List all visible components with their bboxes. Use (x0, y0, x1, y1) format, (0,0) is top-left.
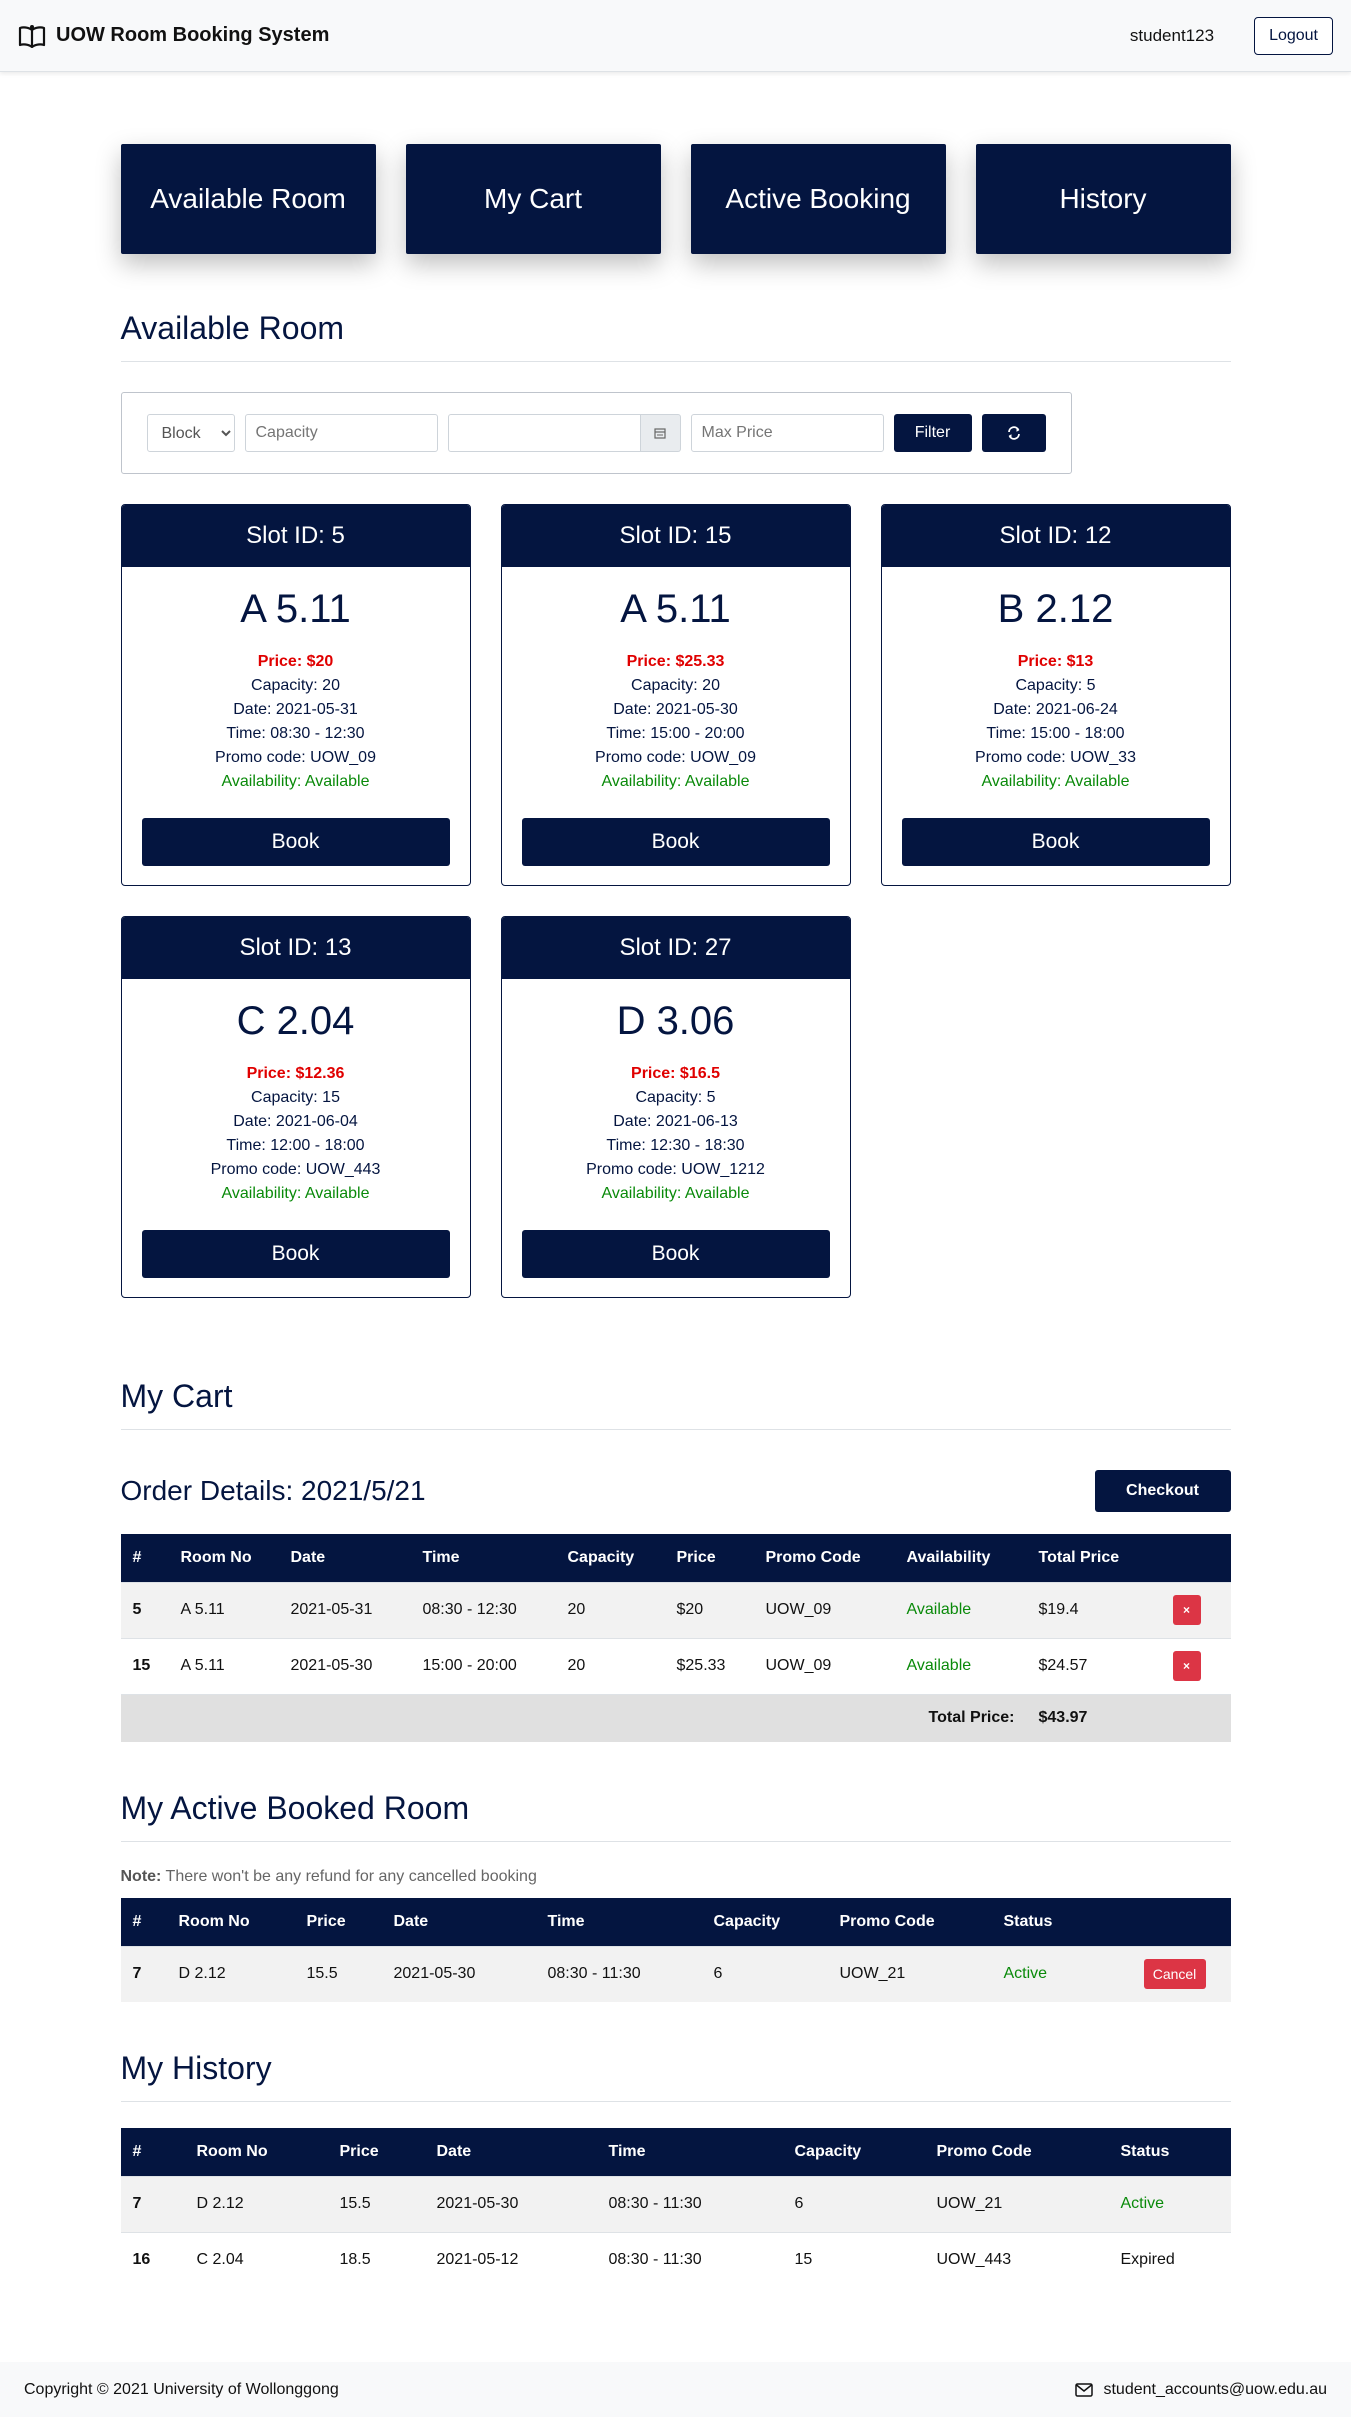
total-value: $43.97 (1027, 1694, 1161, 1742)
cell: UOW_21 (828, 1946, 992, 2002)
column-header: Time (547, 1912, 585, 1930)
active-booking-heading: My Active Booked Room (121, 1790, 1231, 1842)
column-header: Time (608, 2142, 646, 2160)
envelope-icon (1075, 2383, 1093, 2397)
room-number: D 3.06 (616, 999, 735, 1043)
book-button[interactable]: Book (142, 818, 450, 866)
brand-title: UOW Room Booking System (56, 24, 330, 46)
status-cell: Active (992, 1946, 1132, 2002)
cell: 2021-05-30 (425, 2176, 597, 2232)
column-header (1132, 1898, 1231, 1946)
room-cards (121, 504, 1231, 1298)
cell: 2021-05-31 (279, 1582, 411, 1638)
order-details-title: Order Details: 2021/5/21 (120, 1475, 426, 1506)
room-date: Date: 2021-06-13 (613, 1113, 738, 1130)
column-header: Availability (906, 1548, 991, 1566)
room-number: C 2.04 (236, 999, 355, 1043)
cell: C 2.04 (185, 2232, 328, 2288)
room-capacity: Capacity: 20 (631, 677, 720, 694)
brand[interactable] (18, 24, 329, 48)
room-date: Date: 2021-05-30 (613, 701, 738, 718)
open-book-icon (18, 24, 46, 48)
logout-button[interactable]: Logout (1254, 17, 1333, 55)
room-promo: Promo code: UOW_09 (595, 749, 756, 766)
date-input[interactable] (448, 414, 641, 452)
cell: 08:30 - 12:30 (411, 1582, 556, 1638)
nav-tiles (121, 144, 1231, 254)
slot-id: Slot ID: 15 (502, 505, 850, 567)
room-availability: Availability: Available (601, 1185, 750, 1202)
history-heading: My History (121, 2050, 1231, 2102)
cell: 20 (556, 1582, 665, 1638)
note-label: Note: (120, 1868, 162, 1885)
refresh-icon (1006, 425, 1022, 441)
cell: 6 (783, 2176, 925, 2232)
cell: 15:00 - 20:00 (411, 1638, 556, 1694)
room-capacity: Capacity: 5 (1015, 677, 1096, 694)
cell: 7 (121, 1946, 167, 2002)
cell: $19.4 (1027, 1582, 1161, 1638)
navbar (0, 0, 1351, 72)
room-time: Time: 08:30 - 12:30 (226, 725, 365, 742)
availability-cell: Available (895, 1582, 1027, 1638)
cell: 15 (783, 2232, 925, 2288)
cell: 08:30 - 11:30 (597, 2232, 783, 2288)
cell: 15.5 (295, 1946, 382, 2002)
cell: A 5.11 (169, 1638, 279, 1694)
column-header: Time (422, 1548, 460, 1566)
room-number: A 5.11 (240, 587, 351, 631)
book-button[interactable]: Book (902, 818, 1210, 866)
column-header: Price (306, 1912, 346, 1930)
column-header: Capacity (567, 1548, 635, 1566)
room-availability: Availability: Available (981, 773, 1130, 790)
cell: 2021-05-30 (382, 1946, 536, 2002)
total-label: Total Price: (895, 1694, 1027, 1742)
cell: 15.5 (328, 2176, 425, 2232)
room-card (881, 504, 1231, 886)
room-availability: Availability: Available (221, 1185, 370, 1202)
cell: D 2.12 (185, 2176, 328, 2232)
room-price: Price: $25.33 (626, 653, 725, 670)
contact-email: student_accounts@uow.edu.au (1103, 2380, 1327, 2398)
cell: 6 (702, 1946, 828, 2002)
column-header: Date (393, 1912, 429, 1930)
filter-bar (121, 392, 1072, 474)
username: student123 (1129, 25, 1215, 45)
room-card (121, 916, 471, 1298)
room-date: Date: 2021-05-31 (233, 701, 358, 718)
cell: 2021-05-30 (279, 1638, 411, 1694)
cell: 08:30 - 11:30 (536, 1946, 702, 2002)
room-number: B 2.12 (997, 587, 1114, 631)
column-header: Promo Code (765, 1548, 861, 1566)
tile-available-room[interactable]: Available Room (121, 144, 376, 254)
my-cart-heading: My Cart (121, 1378, 1231, 1430)
block-select[interactable] (147, 414, 235, 452)
note-text: There won't be any refund for any cancelled booking (161, 1868, 537, 1885)
cell: A 5.11 (169, 1582, 279, 1638)
column-header: Status (1120, 2142, 1170, 2160)
cancel-booking-button[interactable]: Cancel (1144, 1959, 1206, 1989)
room-time: Time: 15:00 - 20:00 (606, 725, 745, 742)
cell: UOW_21 (925, 2176, 1109, 2232)
column-header: Capacity (713, 1912, 781, 1930)
room-card (501, 504, 851, 886)
contact-email-link[interactable] (1075, 2381, 1327, 2399)
room-number: A 5.11 (620, 587, 731, 631)
cell: $20 (665, 1582, 754, 1638)
reset-button[interactable] (982, 414, 1046, 452)
availability-cell: Available (895, 1638, 1027, 1694)
room-date: Date: 2021-06-04 (233, 1113, 358, 1130)
status-cell: Active (1109, 2176, 1231, 2232)
slot-id: Slot ID: 5 (122, 505, 470, 567)
column-header: Price (339, 2142, 379, 2160)
total-row (121, 1694, 1231, 1742)
table-header (121, 1534, 1231, 1582)
table-row (121, 1946, 1231, 2002)
cell: 16 (121, 2232, 185, 2288)
cell: UOW_09 (754, 1638, 895, 1694)
room-promo: Promo code: UOW_33 (975, 749, 1136, 766)
cell: 18.5 (328, 2232, 425, 2288)
room-capacity: Capacity: 20 (251, 677, 340, 694)
calendar-button[interactable] (641, 414, 681, 452)
remove-item-button[interactable]: × (1173, 1651, 1201, 1681)
column-header: Room No (196, 2142, 268, 2160)
column-header: Status (1003, 1912, 1053, 1930)
column-header: Capacity (794, 2142, 862, 2160)
room-time: Time: 12:30 - 18:30 (606, 1137, 745, 1154)
table-row (121, 2232, 1231, 2288)
column-header: Room No (178, 1912, 250, 1930)
column-header: # (132, 2142, 142, 2160)
column-header: Total Price (1038, 1548, 1120, 1566)
filter-button[interactable]: Filter (894, 414, 972, 452)
room-card (121, 504, 471, 886)
slot-id: Slot ID: 13 (122, 917, 470, 979)
room-promo: Promo code: UOW_1212 (586, 1161, 765, 1178)
remove-item-button[interactable]: × (1173, 1595, 1201, 1625)
room-price: Price: $13 (1017, 653, 1094, 670)
column-header (1161, 1534, 1231, 1582)
tile-history[interactable]: History (976, 144, 1231, 254)
table-row (121, 2176, 1231, 2232)
column-header: Room No (180, 1548, 252, 1566)
column-header: Promo Code (839, 1912, 935, 1930)
calendar-icon (654, 427, 666, 439)
book-button[interactable]: Book (522, 1230, 830, 1278)
cell: D 2.12 (167, 1946, 295, 2002)
cell: $25.33 (665, 1638, 754, 1694)
room-time: Time: 15:00 - 18:00 (986, 725, 1125, 742)
cell: 08:30 - 11:30 (597, 2176, 783, 2232)
tile-my-cart[interactable]: My Cart (406, 144, 661, 254)
room-availability: Availability: Available (221, 773, 370, 790)
table-row (121, 1582, 1231, 1638)
room-price: Price: $20 (257, 653, 334, 670)
room-promo: Promo code: UOW_09 (215, 749, 376, 766)
footer (0, 2362, 1351, 2417)
table-header (121, 1898, 1231, 1946)
slot-id: Slot ID: 12 (882, 505, 1230, 567)
capacity-input[interactable] (245, 414, 438, 452)
column-header: Price (676, 1548, 716, 1566)
table-row (121, 1638, 1231, 1694)
room-promo: Promo code: UOW_443 (210, 1161, 381, 1178)
cell: 7 (121, 2176, 185, 2232)
room-price: Price: $16.5 (631, 1065, 720, 1082)
room-time: Time: 12:00 - 18:00 (226, 1137, 365, 1154)
checkout-button[interactable]: Checkout (1095, 1470, 1231, 1512)
slot-id: Slot ID: 27 (502, 917, 850, 979)
date-picker (448, 414, 681, 452)
room-capacity: Capacity: 15 (251, 1089, 340, 1106)
room-date: Date: 2021-06-24 (993, 701, 1118, 718)
book-button[interactable]: Book (142, 1230, 450, 1278)
room-price: Price: $12.36 (246, 1065, 345, 1082)
max-price-input[interactable] (691, 414, 884, 452)
refund-note (121, 1868, 1231, 1886)
room-availability: Availability: Available (601, 773, 750, 790)
copyright: Copyright © 2021 University of Wollonggong (24, 2380, 339, 2398)
cell: $24.57 (1027, 1638, 1161, 1694)
column-header: Date (436, 2142, 472, 2160)
cell: UOW_443 (925, 2232, 1109, 2288)
cell: 15 (121, 1638, 169, 1694)
book-button[interactable]: Book (522, 818, 830, 866)
active-booking-table (121, 1898, 1231, 2002)
cart-table (121, 1534, 1231, 1742)
room-capacity: Capacity: 5 (635, 1089, 716, 1106)
status-cell: Expired (1109, 2232, 1231, 2288)
column-header: Promo Code (936, 2142, 1032, 2160)
available-room-heading: Available Room (121, 310, 1231, 362)
column-header: # (132, 1912, 142, 1930)
column-header: # (132, 1548, 142, 1566)
cell: 5 (121, 1582, 169, 1638)
column-header: Date (290, 1548, 326, 1566)
tile-active-booking[interactable]: Active Booking (691, 144, 946, 254)
cell: 20 (556, 1638, 665, 1694)
cell: 2021-05-12 (425, 2232, 597, 2288)
cell: UOW_09 (754, 1582, 895, 1638)
room-card (501, 916, 851, 1298)
history-table (121, 2128, 1231, 2288)
table-header (121, 2128, 1231, 2176)
